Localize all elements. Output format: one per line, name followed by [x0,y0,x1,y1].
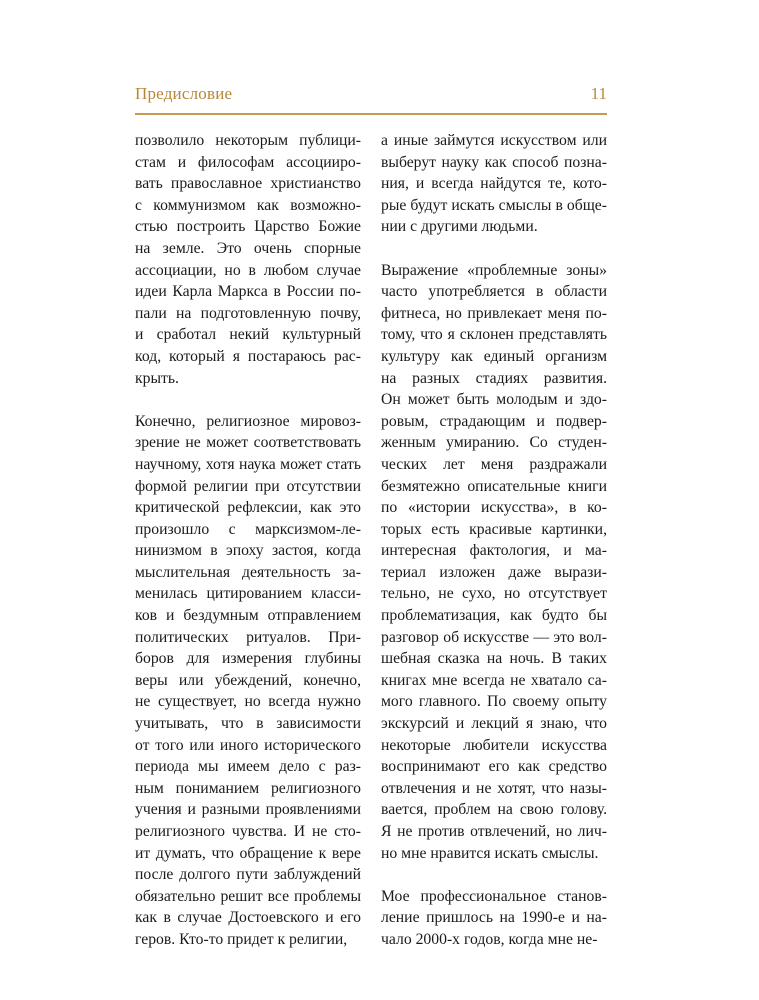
running-head [135,80,607,110]
text-line: ния, и всегда найдутся те, кото- [381,175,607,193]
text-line: интересная фактология, и ма- [381,542,607,560]
text-line: тому, что я склонен представлять [381,326,607,344]
text-line: пали на подготовленную почву, [135,304,361,322]
text-line: торых есть красивые картинки, [381,520,607,538]
text-line: териал изложен даже вырази- [381,563,607,581]
text-line: мыслительная деятельность за- [135,563,361,581]
text-line: формой религии при отсутствии [135,477,361,495]
text-line: воспринимают его как средство [381,758,607,776]
text-line: стью построить Царство Божие [135,218,361,236]
text-line: вается, проблем на свою голову. [381,801,607,819]
text-line: чало 2000-х годов, когда мне не- [381,930,598,948]
text-line: политических ритуалов. При- [135,628,361,646]
text-line: фитнеса, но привлекает меня по- [381,304,607,322]
text-line: проблематизация, как будто бы [381,607,607,625]
text-line: шебная сказка на ночь. В таких [381,650,607,668]
text-line: Он может быть молодым и здо- [381,391,607,409]
section-title: Предисловие [135,84,233,103]
text-line: позволило некоторым публици- [135,132,361,149]
text-line: а иные займутся искусством или [381,132,607,149]
text-line: нии с другими людьми. [381,218,538,236]
text-line: нинизмом в эпоху застоя, когда [135,542,361,560]
text-line: рые будут искать смыслы в обще- [381,196,607,214]
text-line: Я не против отвлечений, но лич- [381,823,607,840]
paragraph-gap [381,864,607,886]
text-line: Конечно, религиозное мировоз- [135,412,361,430]
text-line: культуру как единый организм [381,347,607,365]
text-line: и сработал некий культурный [135,326,361,344]
text-line: экскурсий и лекций я знаю, что [381,715,607,733]
text-line: разговор об искусстве — это вол- [381,628,607,646]
text-line: после долгого пути заблуждений [135,866,361,884]
text-line: по «истории искусства», в ко- [381,499,607,517]
text-line: ческих лет меня раздражали [381,455,607,473]
text-line: ит думать, что обращение к вере [135,844,361,862]
text-line: Выражение «проблемные зоны» [381,261,607,279]
text-line: как в случае Достоевского и его [135,909,361,927]
text-line: не существует, но всегда нужно [135,693,361,711]
text-line: ассоциации, но в любом случае [135,261,361,279]
text-line: критической рефлексии, как это [135,499,361,517]
text-line: крыть. [135,369,179,387]
text-line: тельно, не сухо, но отсутствует [381,585,607,603]
text-line: на разных стадиях развития. [381,369,607,387]
text-line: ровым, страдающим и подвер- [381,412,607,430]
right-text-column [381,130,607,951]
text-line: учения и разными проявлениями [135,801,361,819]
text-line: вать православное христианство [135,175,361,193]
text-line: ление пришлось на 1990-е и на- [381,909,607,927]
header-rule [135,113,607,115]
text-line: выберут науку как способ позна- [381,153,607,171]
text-line: периода мы имеем дело с раз- [135,758,361,776]
text-line: книгах мне всегда не хватало са- [381,671,607,689]
text-line: обязательно решит все проблемы [135,887,361,905]
text-line: ным пониманием религиозного [135,779,361,797]
text-line: геров. Кто-то придет к религии, [135,930,348,948]
text-line: часто употребляется в области [381,283,607,301]
text-line: веры или убеждений, конечно, [135,671,361,689]
left-text-column [135,130,361,951]
text-line: стам и философам ассоцииро- [135,153,361,171]
text-line: произошло с марксизмом-ле- [135,520,361,538]
text-line: мого главного. По своему опыту [381,693,607,711]
page-number: 11 [590,84,607,103]
text-line: менилась цитированием класси- [135,585,361,603]
text-line: на земле. Это очень спорные [135,239,361,257]
text-line: женным умиранию. Со студен- [381,434,607,452]
text-line: от того или иного исторического [135,736,361,754]
text-line: ков и бездумным отправлением [135,607,361,625]
text-line: отвлечения и не хотят, что назы- [381,779,607,797]
text-line: но мне нравится искать смыслы. [381,844,599,862]
paragraph-gap [135,389,361,411]
text-line: учитывать, что в зависимости [135,715,361,733]
text-line: зрение не может соответствовать [135,434,361,452]
text-line: идеи Карла Маркса в России по- [135,283,361,301]
paragraph-gap [381,238,607,260]
text-line: религиозного чувства. И не сто- [135,823,361,840]
text-line: с коммунизмом как возможно- [135,196,361,214]
text-line: научному, хотя наука может стать [135,455,361,473]
text-line: боров для измерения глубины [135,650,361,668]
text-line: код, который я постараюсь рас- [135,347,361,365]
text-line: безмятежно описательные книги [381,477,607,495]
text-line: некоторые любители искусства [381,736,607,754]
text-line: Мое профессиональное станов- [381,887,607,905]
